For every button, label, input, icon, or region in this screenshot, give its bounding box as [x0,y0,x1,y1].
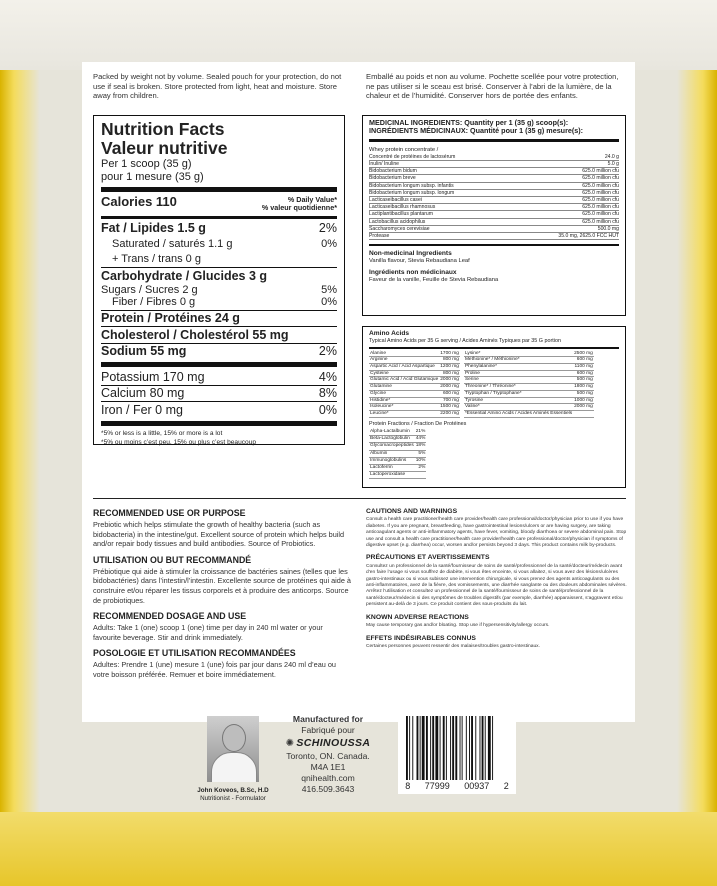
fraction-row [369,457,426,464]
cell-name: Glycomacropeptides [370,443,414,449]
barcode-digits-2: 77999 [424,781,450,791]
section-text: Consultez un professionnel de la santé/fournisseur de soins de santé/professionnel de la santé/docteur/médecin avant d’en faire l’usage si vous souffrez de diabète, si vous êtes enceinte, si vous allaitez, si vous avez des lésions/ulcères gastro-intestinaux ou si vous subissez une intervention chirurgicale, si vous prenez des agents anticoagulants ou des anti-inflammatoires, avez de la fièvre, des vomissements, une diarrhée sanglante ou des douleurs abdominales sévères. Arrêtez l’utilisation et consultez un professionnel de la santé/fournisseur de soins de santé/professionnel de la santé/docteur/médecin si des symptômes de troubles digestifs (par exemple, diarrhée) apparaissent, s’aggravent et/ou persistent au-delà de 3 jours. Ce produit contient des sous-produits du lait. [366,563,627,608]
cell-name: Bidobacterium longum subsp. longum [369,189,516,196]
footnote-fr: *5% ou moins c’est peu, 15% ou plus c’est beaucoup [101,438,257,446]
nutrient-row-sodium: Sodium 55 mg 2% [101,344,337,359]
usage-column [93,508,351,686]
fraction-row [369,471,426,478]
cell-quantity: 44% [415,436,426,442]
ingredient-row [369,189,619,196]
cell-quantity: 500.0 mg [516,225,619,232]
cell-quantity: 2500 mg [574,350,593,356]
cell-name: Albumin [369,450,415,457]
cell-name: Proline [464,370,573,377]
cell-name: Concentré de protéines de lactosérum [369,154,516,161]
section-text: Adultes: Prendre 1 (une) mesure 1 (une) fois par jour dans 240 ml d’eau ou votre boisson préférée. Remuer et boire immédiatement. [93,660,336,679]
nutrition-title-fr: Valeur nutritive [101,138,228,158]
cell-quantity: 625.0 million cfu [516,211,619,218]
ingredient-row [369,211,619,218]
ingredients-intro: Whey protein concentrate / [369,146,439,153]
cell-name: Glutamic Acid / Acid Glutamique [370,377,439,383]
serving-size-en: Per 1 scoop (35 g) [101,158,192,170]
amino-row [464,377,594,384]
barcode-bars-icon [406,716,510,780]
manufacturer-block [268,714,388,795]
ingredient-row [369,197,619,204]
cell-quantity: 2% [415,464,427,471]
ingredient-row [369,182,619,189]
cell-quantity: 1800 mg [574,384,593,390]
cell-name: Inulin/ Inuline [369,161,516,168]
cell-quantity: 35.0 mg, 2625.0 FCC HUT [516,233,619,240]
section-divider [93,498,626,499]
ingredient-row [369,204,619,211]
cell-name: Isoleucine* [369,404,439,411]
amino-row [369,364,460,371]
ingredient-row [369,161,619,168]
cell-name: Saccharomyces cerevisiae [369,225,516,232]
medicinal-ingredients-box [362,115,626,316]
cell-name: Arginine [369,357,439,364]
calories: Calories 110 [101,193,177,209]
amino-row [464,397,594,404]
warnings-column [366,508,628,655]
cell-name: Methionine* / Méthionine* [464,357,573,364]
divider [101,216,337,219]
divider [101,421,337,426]
cell-quantity: 625.0 million cfu [516,189,619,196]
amino-table-left [369,351,460,418]
address-city: Toronto, ON. Canada. [286,751,370,761]
cell-quantity: 500 mg [573,377,594,384]
cell-name: Threonine* / Thréonine* [464,384,573,391]
fraction-row [369,443,426,450]
cell-quantity: 625.0 million cfu [516,197,619,204]
amino-row [369,404,460,411]
nonmedicinal-text-fr: Faveur de la vanille, Feuille de Stevia Rebaudiana [369,276,499,283]
cell-name: Lacticaseibacillus casei [369,197,516,204]
nutrient-row-protein: Protein / Protéines 24 g [101,311,240,326]
nutrient-row-iron: Iron / Fer 0 mg 0% [101,402,337,417]
amino-row [464,390,594,397]
formulator-role: Nutritionist - Formulator [200,795,266,802]
cell-name: Lactobacillus acidophilus [369,218,516,225]
cell-name: Cysteine [369,370,439,377]
cell-quantity: 24.0 g [516,154,619,161]
daily-value-header-fr: % valeur quotidienne* [261,202,337,212]
manufactured-for: Manufactured for [292,714,364,724]
formulator [192,787,274,803]
section-heading: POSOLOGIE ET UTILISATION RECOMMANDÉES [93,648,296,659]
amino-row [369,377,460,384]
amino-row [369,384,460,391]
cell-name: Glutamine [369,384,439,391]
cell-quantity: 5.0 g [516,161,619,168]
cell-quantity: 600 mg [439,390,460,397]
nutrient-row-fat: Fat / Lipides 1.5 g 2% [101,221,337,236]
cell-name: Protease [369,233,516,240]
ingredient-row [369,233,619,240]
section-heading: KNOWN ADVERSE REACTIONS [366,613,469,621]
amino-row [464,384,594,391]
ingredients-title-en: MEDICINAL INGREDIENTS: Quantity per 1 (35 g) scoop(s): [369,118,569,127]
nutrition-title-en: Nutrition Facts [101,119,225,139]
nutrient-row-fiber: Fiber / Fibres 0 g 0% [112,296,337,309]
address-postal: M4A 1E1 [310,762,346,772]
amino-row [369,390,460,397]
amino-row [464,364,594,371]
nutrient-row-saturated: Saturated / saturés 1.1 g 0% [112,237,337,250]
cell-name: Aspartic Acid / Acid Aspartique [369,364,439,371]
nutrient-row-cholesterol: Cholesterol / Cholestérol 55 mg [101,327,289,342]
cell-name: Glycine [369,390,439,397]
cell-quantity: 800 mg [439,370,460,377]
formulator-photo [207,716,259,782]
amino-row [369,410,460,417]
section-text: Certaines personnes peuvent ressentir des malaises/troubles gastro-intestinaux. [366,643,540,649]
cell-quantity: 800 mg [439,357,460,364]
section-text: Prebiotic which helps stimulate the growth of healthy bacteria (such as bidobacteria) in the intestine/gut. Excellent source of protein which helps build and/or repair body tissues and build antibodies. Source of Probiotics. [93,520,345,549]
fraction-row [369,436,426,443]
nutrient-row-carbohydrate: Carbohydrate / Glucides 3 g [101,268,268,283]
cell-name: Tryptophan / Tryptophane* [464,390,573,397]
barcode-digit-4: 2 [503,781,509,791]
amino-row [369,370,460,377]
section-text: Adults: Take 1 (one) scoop 1 (one) time per day in 240 ml water or your favourite beverage. Stir and drink immediately. [93,623,323,642]
nutrient-row-calcium: Calcium 80 mg 8% [101,386,337,401]
divider [101,187,337,192]
nutrient-row-trans: + Trans / trans 0 g [112,253,201,266]
cell-quantity: 1000 mg [574,397,593,403]
cell-quantity: 625.0 million cfu [516,182,619,189]
ingredient-row [369,154,619,161]
cell-quantity [415,471,427,478]
cell-name: Alanine [369,351,439,357]
cell-name: Lactoperoxidase [369,471,415,478]
fractions-table [369,429,426,479]
cell-name: Lactoferrin [369,464,415,471]
cell-quantity: 18% [415,443,426,449]
fraction-row [369,464,426,471]
cell-quantity: 10% [415,457,426,463]
barcode [398,712,516,794]
nutrient-row-sugars: Sugars / Sucres 2 g 5% [101,283,337,296]
section-heading: RECOMMENDED USE OR PURPOSE [93,508,246,518]
amino-table-right [464,351,594,418]
ingredient-row [369,168,619,175]
section-heading: PRÉCAUTIONS ET AVERTISSEMENTS [366,554,490,562]
ingredient-row [369,218,619,225]
daily-value-header-en: % Daily Value* [287,194,337,204]
nonmedicinal-title-fr: Ingrédients non médicinaux [369,269,457,277]
fabrique-pour: Fabriqué pour [301,725,355,735]
cell-quantity: 600 mg [573,357,594,364]
section-text: May cause temporary gas and/or bloating. Stop use if hypersensitivity/allergy occurs. [366,623,550,629]
fractions-title: Protein Fractions / Fraction De Protéines [369,420,467,427]
phone: 416.509.3643 [301,784,355,794]
formulator-name: John Koveos, B.Sc, H.D [197,787,269,794]
ingredients-table [369,154,619,240]
amino-title: Amino Acids [369,330,410,337]
website: qnihealth.com [301,773,355,783]
packing-note-en: Packed by weight not by volume. Sealed pouch for your protection, do not use if seal is broken. Store protected from light, heat and moisture. Store away from children. [93,72,342,101]
section-text: Consult a health care practitioner/health care provider/health care professional/doctor/physician prior to use if you have diabetes. If you are pregnant, breastfeeding, have gastrointestinal lesions/ulcers or are having surgery, are taking anticoagulant agents or anti-inflammatory agents, have fever, vomiting, bloody diarrhoea or severe abdominal pain. Stop use and consult a health care practitioner/health care provider/health care professional/doctor/physician if symptoms of digestive upset (e.g. diarrhea) occur, worsen and/or persists beyond 3 days. This product contains milk by-products. [366,517,627,549]
ingredient-row [369,175,619,182]
nutrition-facts-table [93,115,345,445]
cell-name: Lysine* [464,351,573,357]
nutrient-row-potassium: Potassium 170 mg 4% [101,369,337,384]
cell-name: Histidine* [369,397,439,404]
cell-quantity: 625.0 million cfu [516,168,619,175]
cell-name: Valine* [464,404,573,411]
cell-quantity [573,410,594,417]
fraction-row [369,450,426,457]
package-bottom [0,812,717,886]
amino-subtitle: Typical Amino Acids per 35 G serving / Acides Aminés Typiques par 35 G portion [369,338,561,344]
brand-logo: ✺ SCHINOUSSA [285,737,371,749]
cell-quantity: 2000 mg [574,404,593,410]
brand-mark-icon: ✺ [285,738,294,749]
cell-name: Immunoglobulins [369,457,415,464]
footnote-en: *5% or less is a little, 15% or more is a lot [101,429,223,437]
nonmedicinal-title-en: Non-medicinal Ingredients [369,250,452,258]
amino-row [464,410,594,417]
amino-row [464,370,594,377]
cell-name: Serine [464,377,573,384]
amino-row [369,397,460,404]
cell-quantity: 500 mg [573,390,594,397]
cell-quantity: 1700 mg [440,350,459,356]
serving-size-fr: pour 1 mesure (35 g) [101,171,204,183]
cell-name: *Essential Amino Acids / Acides Aminés Essentiels [464,410,573,416]
ingredient-row [369,225,619,232]
cell-name: Phenylalanine* [464,364,573,371]
fraction-row [369,429,426,436]
cell-quantity: 21% [415,429,426,435]
section-heading: RECOMMENDED DOSAGE AND USE [93,611,247,622]
package-top [0,0,717,70]
section-heading: CAUTIONS AND WARNINGS [366,508,458,515]
barcode-digit-1: 8 [405,781,411,791]
packing-note-fr: Emballé au poids et non au volume. Pochette scellée pour votre protection, ne pas utiliser si le sceau est brisé. Conserver à l’abri de la lumière, de la chaleur et de l’humidité. Conserver hors de portée des enfants. [366,72,619,101]
cell-quantity: 2200 mg [440,410,459,416]
section-heading: UTILISATION OU BUT RECOMMANDÉ [93,554,252,565]
amino-acids-box [362,326,626,488]
cell-name: Alpha-Lactalbumin [369,429,415,436]
ingredients-title-fr: INGRÉDIENTS MÉDICINAUX: Quantité pour 1 (35 g) mesure(s): [369,126,584,136]
cell-name: Bidobacterium bidum [369,168,516,175]
cell-quantity: 625.0 million cfu [516,218,619,225]
cell-name: Bidobacterium longum subsp. infantis [369,182,516,189]
amino-row [464,404,594,411]
cell-quantity: 1500 mg [440,404,459,410]
barcode-digits-3: 00937 [464,781,490,791]
cell-quantity: 2000 mg [440,384,459,390]
cell-name: Lactiplantibacillus plantarum [369,211,516,218]
divider [101,362,337,367]
cell-quantity: 1100 mg [574,364,593,369]
cell-quantity: 1200 mg [440,364,459,369]
cell-name: Lacticaseibacillus rhamnosus [369,204,516,211]
cell-quantity: 600 mg [573,370,594,377]
amino-row [369,357,460,364]
amino-row [464,357,594,364]
section-heading: EFFETS INDÉSIRABLES CONNUS [366,634,476,642]
cell-name: Beta-Lactoglobulin [369,436,415,443]
cell-quantity: 625.0 million cfu [516,175,619,182]
cell-name: Bidobacterium breve [369,175,516,182]
cell-quantity: 625.0 million cfu [516,204,619,211]
cell-quantity: 700 mg [439,397,460,404]
cell-name: Tyrosine [464,397,573,404]
section-text: Prébiotique qui aide à stimuler la croissance de bactéries saines (telles que les bidobactéries) dans l’intestin/l’intestin. Excellente source de protéines qui aide à construire et/ou réparer les tissus corporels et à produire des anticorps. Source de probiotiques. [93,566,351,605]
nonmedicinal-text-en: Vanilla flavour, Stevia Rebaudiana Leaf [369,258,470,265]
cell-quantity: 5% [415,450,427,457]
cell-name: Leucine* [369,410,439,417]
cell-quantity: 2000 mg [440,377,459,383]
